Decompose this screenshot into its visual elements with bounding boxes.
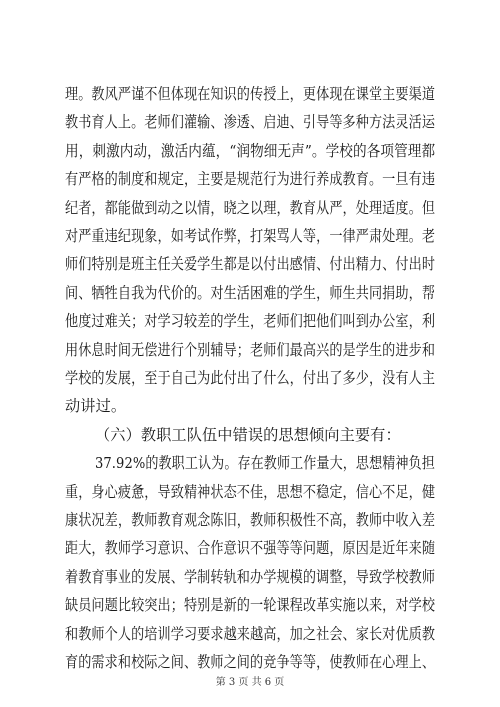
- paragraph-line: 他度过难关；对学习较差的学生，老师们把他们叫到办公室，利: [65, 312, 436, 331]
- paragraph-line: 育的需求和校际之间、教师之间的竞争等等，使教师在心理上、: [65, 653, 436, 671]
- paragraph-line: 缺员问题比较突出；特别是新的一轮课程改革实施以来，对学校: [65, 596, 436, 615]
- paragraph-line: 理。教风严谨不但体现在知识的传授上，更体现在课堂主要渠道: [65, 85, 436, 103]
- paragraph-line: 动讲过。: [65, 397, 127, 416]
- paragraph-line: 间、牺牲自我为代价的。对生活困难的学生，师生共同捐助，帮: [65, 283, 436, 302]
- paragraph-line: 距大，教师学习意识、合作意识不强等等问题，原因是近年来随: [65, 539, 436, 558]
- page-number-footer: 第 3 页 共 6 页: [215, 677, 285, 688]
- paragraph-line: 用休息时间无偿进行个别辅导；老师们最高兴的是学生的进步和: [65, 340, 436, 359]
- paragraph-line: 师们特别是班主任关爱学生都是以付出感情、付出精力、付出时: [65, 255, 436, 274]
- section-heading: （六）教职工队伍中错误的思想倾向主要有：: [95, 425, 401, 444]
- paragraph-line: 纪者，都能做到动之以情，晓之以理，教育从严，处理适度。但: [65, 198, 436, 217]
- paragraph-line: 对严重违纪现象，如考试作弊，打架骂人等，一律严肃处理。老: [65, 227, 436, 245]
- paragraph-line: 有严格的制度和规定，主要是规范行为进行养成教育。一旦有违: [65, 170, 436, 189]
- paragraph-line: 重，身心疲惫，导致精神状态不佳，思想不稳定，信心不足，健: [65, 482, 436, 501]
- paragraph-line: 学校的发展，至于自己为此付出了什么，付出了多少，没有人主: [65, 369, 436, 387]
- paragraph-line: 和教师个人的培训学习要求越来越高，加之社会、家长对优质教: [65, 624, 436, 643]
- paragraph-line: 康状况差，教师教育观念陈旧，教师积极性不高，教师中收入差: [65, 511, 436, 529]
- paragraph-line: 用，刺激内动，激活内蕴，“润物细无声”。学校的各项管理都: [65, 141, 436, 160]
- paragraph-line: 着教育事业的发展、学制转轨和办学规模的调整，导致学校教师: [65, 567, 436, 586]
- paragraph-line: 教书育人上。老师们灌输、渗透、启迪、引导等多种方法灵活运: [65, 113, 436, 132]
- paragraph-line: 37.92%的教职工认为。存在教师工作量大，思想精神负担: [95, 454, 435, 473]
